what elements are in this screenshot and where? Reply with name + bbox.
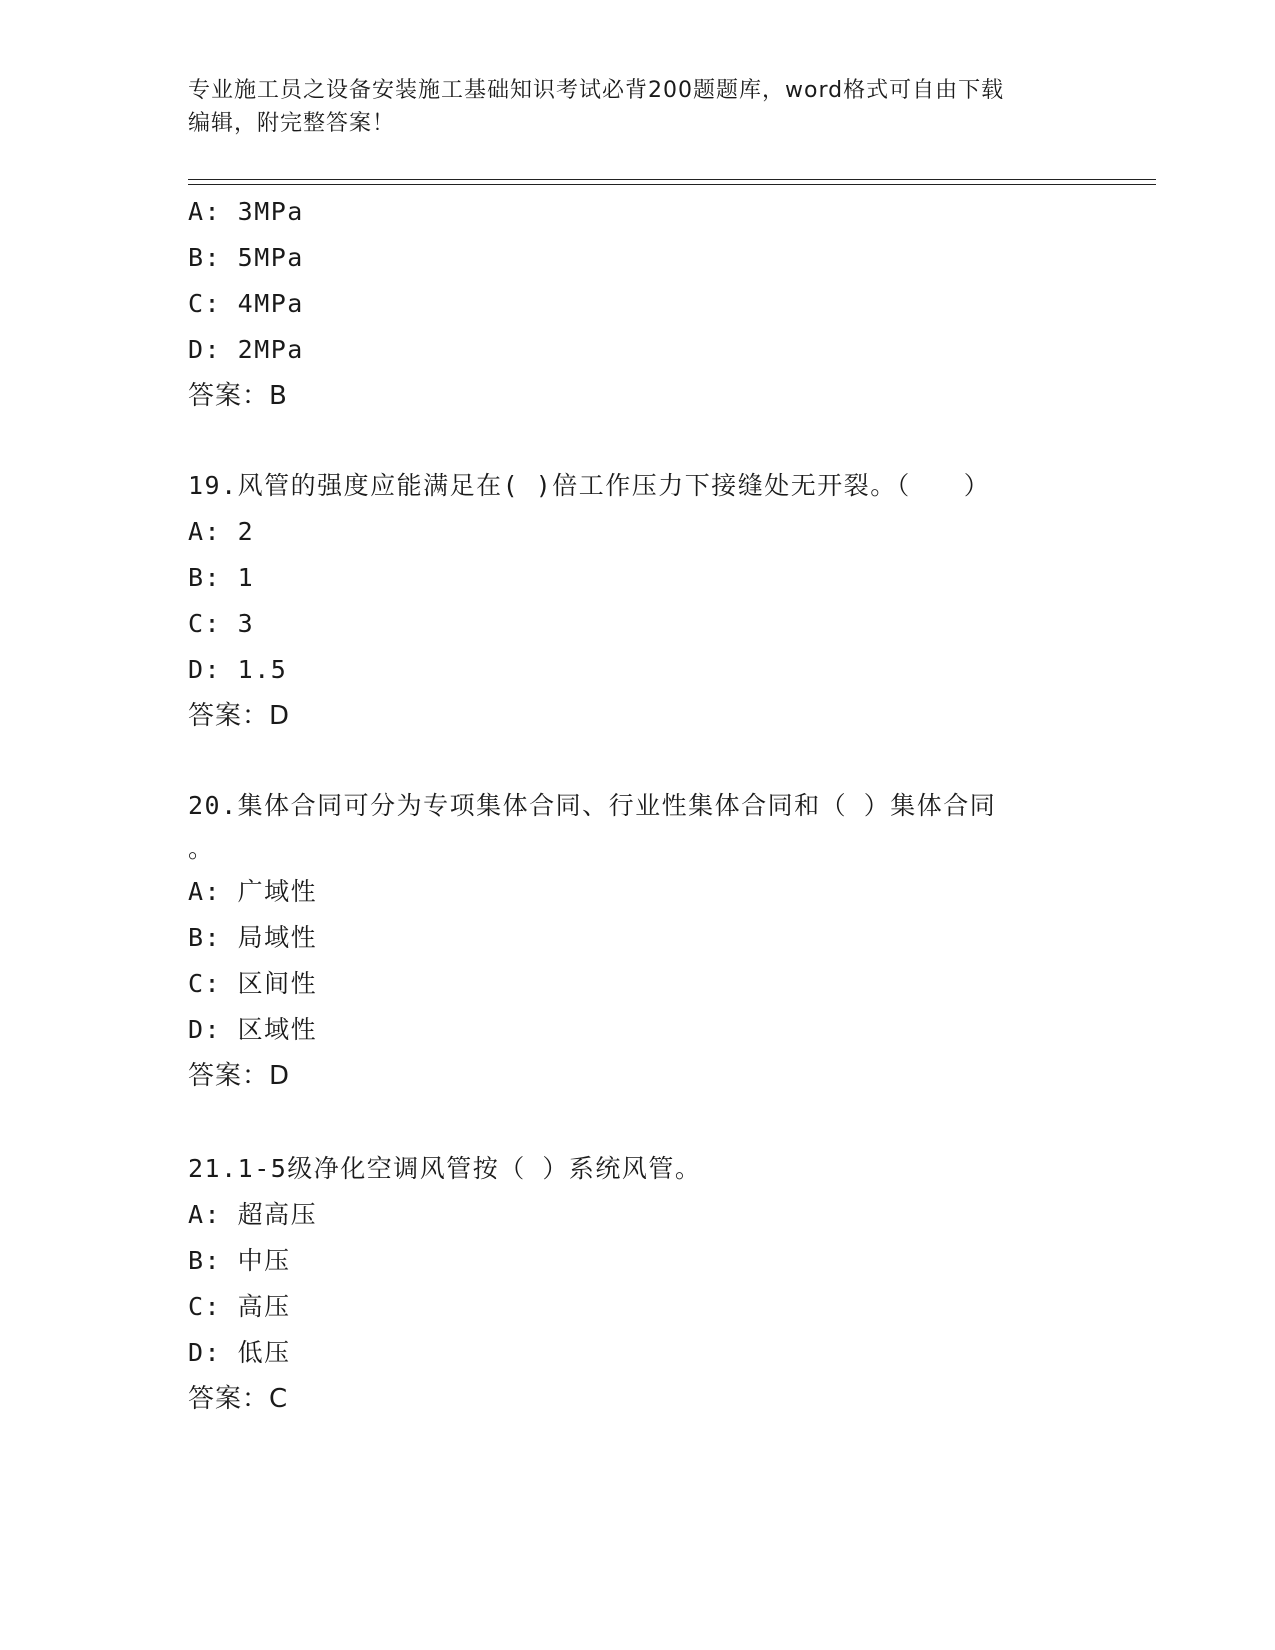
- option-b: B: 1: [188, 563, 255, 592]
- question-text: 21.1-5级净化空调风管按（ ）系统风管。: [188, 1154, 702, 1183]
- header-divider-bottom: [188, 184, 1156, 185]
- option-c: C: 3: [188, 609, 255, 638]
- option-a: A: 超高压: [188, 1200, 318, 1229]
- option-b: B: 中压: [188, 1246, 291, 1275]
- answer-line: 答案：D: [188, 701, 291, 731]
- answer-line: 答案：C: [188, 1384, 289, 1414]
- question-text: 20.集体合同可分为专项集体合同、行业性集体合同和（ ）集体合同: [188, 791, 997, 820]
- question-20-block: [188, 783, 1088, 1099]
- option-d: D: 2MPa: [188, 335, 304, 364]
- option-a: A: 2: [188, 517, 255, 546]
- question-text-tail: 。: [188, 834, 215, 863]
- question-21-block: [188, 1146, 1088, 1422]
- question-19-block: [188, 463, 1088, 739]
- option-b: B: 5MPa: [188, 243, 304, 272]
- option-a: A: 3MPa: [188, 197, 304, 226]
- option-c: C: 高压: [188, 1292, 291, 1321]
- option-c: C: 区间性: [188, 969, 318, 998]
- answer-line: 答案：B: [188, 381, 288, 411]
- option-b: B: 局域性: [188, 923, 318, 952]
- question-text: 19.风管的强度应能满足在( )倍工作压力下接缝处无开裂。（ ）: [188, 471, 991, 500]
- option-d: D: 低压: [188, 1338, 291, 1367]
- option-d: D: 1.5: [188, 655, 288, 684]
- option-c: C: 4MPa: [188, 289, 304, 318]
- question-18-block: [188, 189, 1088, 419]
- header-divider-top: [188, 179, 1156, 180]
- option-a: A: 广域性: [188, 877, 318, 906]
- header-line-1: 专业施工员之设备安装施工基础知识考试必背200题题库，word格式可自由下载: [188, 78, 1005, 103]
- option-d: D: 区域性: [188, 1015, 318, 1044]
- answer-line: 答案：D: [188, 1061, 291, 1091]
- document-header: [188, 74, 1088, 140]
- header-line-2: 编辑，附完整答案！: [188, 111, 396, 136]
